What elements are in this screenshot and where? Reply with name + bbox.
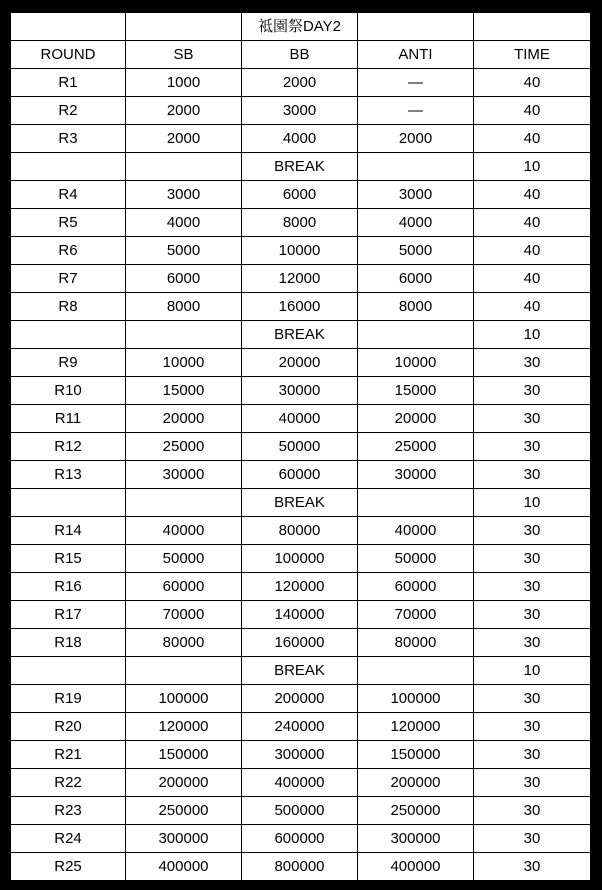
cell-anti[interactable]: 100000 [358,685,474,713]
table-row [11,265,591,293]
cell-round[interactable]: R14 [11,517,126,545]
table-row [11,377,591,405]
cell-round[interactable]: R24 [11,825,126,853]
table-row [11,601,591,629]
cell-bb[interactable]: 100000 [242,545,358,573]
table-row [11,237,591,265]
cell-anti[interactable]: 400000 [358,853,474,881]
table-row [11,573,591,601]
cell-anti[interactable]: 70000 [358,601,474,629]
cell-bb[interactable]: 3000 [242,97,358,125]
cell-sb[interactable]: 70000 [126,601,242,629]
cell-sb[interactable] [126,657,242,685]
table-row [11,181,591,209]
cell-sb[interactable]: 25000 [126,433,242,461]
cell-anti[interactable]: 15000 [358,377,474,405]
cell-time[interactable]: 30 [474,517,591,545]
title-row [11,13,591,41]
table-row [11,797,591,825]
cell-anti[interactable]: 3000 [358,181,474,209]
cell-anti[interactable]: 5000 [358,237,474,265]
header-bb[interactable]: BB [242,41,358,69]
cell-bb[interactable]: 500000 [242,797,358,825]
cell-sb[interactable] [126,489,242,517]
cell-time[interactable]: 30 [474,825,591,853]
cell-anti[interactable] [358,489,474,517]
cell-bb[interactable]: 30000 [242,377,358,405]
cell-bb[interactable]: 80000 [242,517,358,545]
cell-bb[interactable]: 10000 [242,237,358,265]
cell-sb[interactable]: 40000 [126,517,242,545]
cell-bb[interactable]: 300000 [242,741,358,769]
cell-sb[interactable]: 300000 [126,825,242,853]
cell-bb[interactable]: 60000 [242,461,358,489]
header-row [11,41,591,69]
cell-sb[interactable]: 400000 [126,853,242,881]
cell-anti[interactable] [358,153,474,181]
cell-round[interactable]: R4 [11,181,126,209]
cell-sb[interactable]: 8000 [126,293,242,321]
cell-anti[interactable]: 20000 [358,405,474,433]
cell-round[interactable]: R12 [11,433,126,461]
cell-sb[interactable]: 6000 [126,265,242,293]
cell-sb[interactable]: 2000 [126,97,242,125]
table-row [11,853,591,881]
cell-anti[interactable]: 80000 [358,629,474,657]
table-title[interactable]: 祗園祭DAY2 [242,13,358,41]
cell-round[interactable]: R8 [11,293,126,321]
break-row [11,489,591,517]
cell-time[interactable]: 10 [474,153,591,181]
cell-sb[interactable]: 60000 [126,573,242,601]
cell-sb[interactable]: 5000 [126,237,242,265]
table-row [11,97,591,125]
cell-time[interactable]: 30 [474,685,591,713]
cell-bb[interactable]: 200000 [242,685,358,713]
cell-bb[interactable]: 240000 [242,713,358,741]
cell-bb[interactable]: 4000 [242,125,358,153]
cell-round[interactable]: R20 [11,713,126,741]
table-row [11,825,591,853]
cell-time[interactable]: 10 [474,489,591,517]
cell-anti[interactable]: 200000 [358,769,474,797]
blind-structure-table [10,12,591,881]
cell-anti[interactable]: 150000 [358,741,474,769]
cell-time[interactable]: 30 [474,713,591,741]
table-row [11,349,591,377]
cell-sb[interactable]: 200000 [126,769,242,797]
break-row [11,153,591,181]
cell-time[interactable]: 30 [474,797,591,825]
table-row [11,545,591,573]
cell-bb[interactable]: 600000 [242,825,358,853]
cell-round[interactable]: R15 [11,545,126,573]
cell-bb[interactable]: 40000 [242,405,358,433]
cell-bb[interactable]: BREAK [242,153,358,181]
cell-round[interactable] [11,321,126,349]
cell-time[interactable]: 30 [474,349,591,377]
cell-round[interactable]: R22 [11,769,126,797]
cell-sb[interactable]: 50000 [126,545,242,573]
table-row [11,769,591,797]
cell-time[interactable]: 40 [474,125,591,153]
cell-round[interactable]: R23 [11,797,126,825]
table-row [11,293,591,321]
cell-round[interactable]: R2 [11,97,126,125]
break-row [11,321,591,349]
cell-anti[interactable]: 6000 [358,265,474,293]
cell-sb[interactable] [126,153,242,181]
empty-cell[interactable] [358,13,474,41]
cell-anti[interactable]: 60000 [358,573,474,601]
cell-time[interactable]: 40 [474,97,591,125]
cell-round[interactable]: R5 [11,209,126,237]
cell-round[interactable]: R11 [11,405,126,433]
cell-anti[interactable]: 250000 [358,797,474,825]
cell-bb[interactable]: 50000 [242,433,358,461]
cell-round[interactable]: R25 [11,853,126,881]
header-anti[interactable]: ANTI [358,41,474,69]
cell-sb[interactable]: 80000 [126,629,242,657]
cell-time[interactable]: 30 [474,853,591,881]
table-row [11,69,591,97]
cell-sb[interactable]: 3000 [126,181,242,209]
cell-time[interactable]: 40 [474,237,591,265]
cell-sb[interactable] [126,321,242,349]
cell-bb[interactable]: BREAK [242,321,358,349]
cell-time[interactable]: 30 [474,405,591,433]
cell-round[interactable]: R21 [11,741,126,769]
cell-round[interactable]: R17 [11,601,126,629]
cell-bb[interactable]: 16000 [242,293,358,321]
table-row [11,685,591,713]
cell-time[interactable]: 30 [474,741,591,769]
cell-time[interactable]: 10 [474,657,591,685]
cell-time[interactable]: 30 [474,545,591,573]
cell-round[interactable]: R1 [11,69,126,97]
table-row [11,461,591,489]
header-time[interactable]: TIME [474,41,591,69]
empty-cell[interactable] [126,13,242,41]
table-row [11,517,591,545]
cell-anti[interactable]: 2000 [358,125,474,153]
cell-anti[interactable]: 10000 [358,349,474,377]
cell-round[interactable]: R19 [11,685,126,713]
cell-round[interactable] [11,657,126,685]
cell-round[interactable]: R3 [11,125,126,153]
table-row [11,125,591,153]
cell-time[interactable]: 40 [474,293,591,321]
cell-sb[interactable]: 4000 [126,209,242,237]
cell-sb[interactable]: 120000 [126,713,242,741]
cell-time[interactable]: 40 [474,181,591,209]
cell-anti[interactable]: 50000 [358,545,474,573]
table-row [11,713,591,741]
table-row [11,405,591,433]
cell-anti[interactable]: 4000 [358,209,474,237]
cell-sb[interactable]: 250000 [126,797,242,825]
cell-anti[interactable] [358,321,474,349]
cell-bb[interactable]: 20000 [242,349,358,377]
cell-anti[interactable]: 40000 [358,517,474,545]
cell-sb[interactable]: 20000 [126,405,242,433]
break-row [11,657,591,685]
cell-time[interactable]: 40 [474,209,591,237]
cell-round[interactable]: R9 [11,349,126,377]
cell-time[interactable]: 30 [474,461,591,489]
cell-round[interactable]: R18 [11,629,126,657]
cell-bb[interactable]: 8000 [242,209,358,237]
cell-time[interactable]: 30 [474,433,591,461]
cell-round[interactable] [11,153,126,181]
cell-bb[interactable]: BREAK [242,489,358,517]
cell-sb[interactable]: 2000 [126,125,242,153]
cell-bb[interactable]: 400000 [242,769,358,797]
cell-time[interactable]: 40 [474,265,591,293]
cell-bb[interactable]: BREAK [242,657,358,685]
cell-sb[interactable]: 150000 [126,741,242,769]
cell-anti[interactable]: — [358,69,474,97]
cell-round[interactable]: R13 [11,461,126,489]
header-sb[interactable]: SB [126,41,242,69]
cell-time[interactable]: 30 [474,629,591,657]
table-row [11,629,591,657]
cell-bb[interactable]: 800000 [242,853,358,881]
cell-time[interactable]: 30 [474,377,591,405]
cell-bb[interactable]: 6000 [242,181,358,209]
cell-bb[interactable]: 12000 [242,265,358,293]
cell-time[interactable]: 10 [474,321,591,349]
cell-anti[interactable] [358,657,474,685]
cell-bb[interactable]: 120000 [242,573,358,601]
cell-sb[interactable]: 30000 [126,461,242,489]
cell-anti[interactable]: 8000 [358,293,474,321]
cell-round[interactable]: R6 [11,237,126,265]
cell-time[interactable]: 30 [474,573,591,601]
cell-bb[interactable]: 2000 [242,69,358,97]
table-row [11,741,591,769]
empty-cell[interactable] [11,13,126,41]
cell-anti[interactable]: — [358,97,474,125]
cell-round[interactable] [11,489,126,517]
cell-round[interactable]: R16 [11,573,126,601]
cell-sb[interactable]: 1000 [126,69,242,97]
cell-time[interactable]: 30 [474,769,591,797]
cell-sb[interactable]: 100000 [126,685,242,713]
table-row [11,433,591,461]
cell-round[interactable]: R7 [11,265,126,293]
table-row [11,209,591,237]
cell-bb[interactable]: 160000 [242,629,358,657]
cell-sb[interactable]: 10000 [126,349,242,377]
cell-bb[interactable]: 140000 [242,601,358,629]
cell-sb[interactable]: 15000 [126,377,242,405]
cell-time[interactable]: 30 [474,601,591,629]
empty-cell[interactable] [474,13,591,41]
cell-anti[interactable]: 25000 [358,433,474,461]
cell-anti[interactable]: 120000 [358,713,474,741]
cell-round[interactable]: R10 [11,377,126,405]
cell-time[interactable]: 40 [474,69,591,97]
cell-anti[interactable]: 300000 [358,825,474,853]
header-round[interactable]: ROUND [11,41,126,69]
cell-anti[interactable]: 30000 [358,461,474,489]
